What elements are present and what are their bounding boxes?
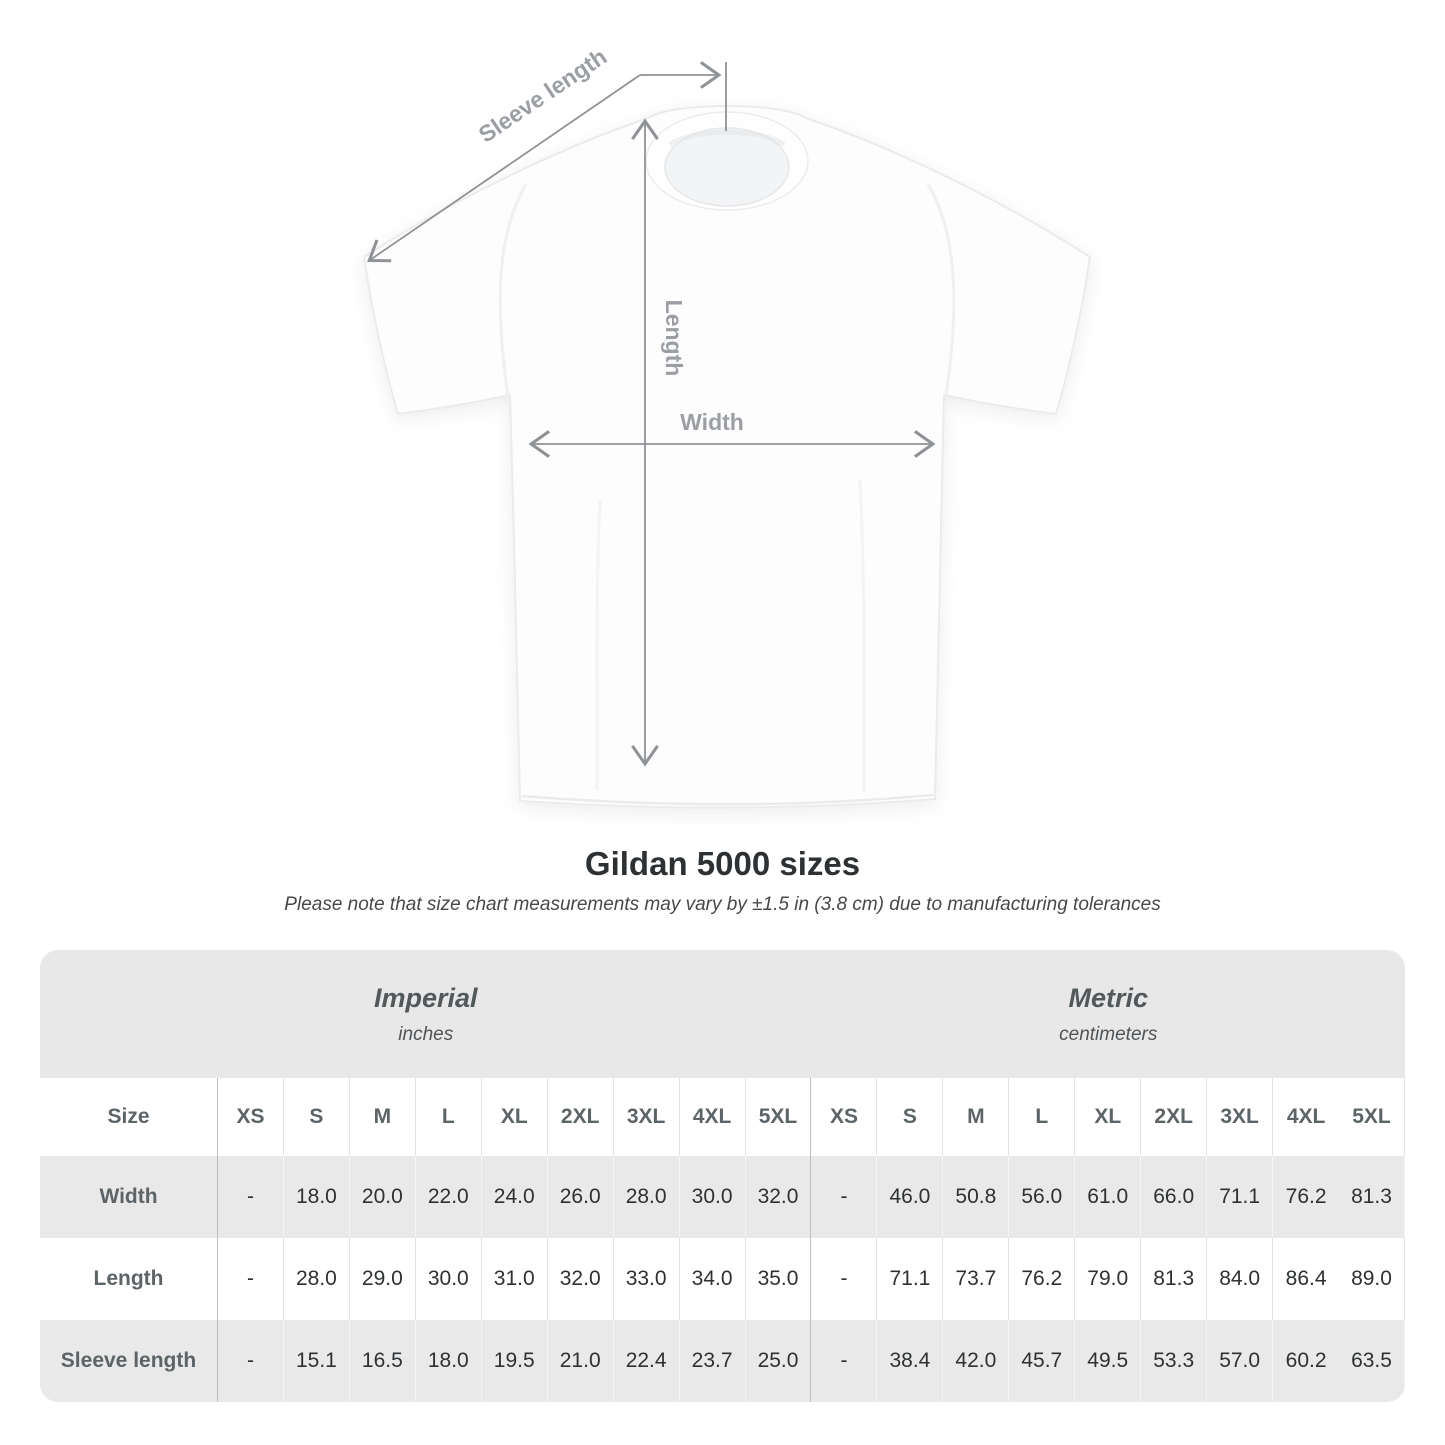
table-cell-metric: 60.2: [1273, 1320, 1339, 1402]
table-cell-metric: 42.0: [943, 1320, 1009, 1402]
table-cell-imperial: 24.0: [482, 1156, 548, 1238]
table-cell-imperial: -: [218, 1156, 284, 1238]
table-cell-metric: 81.3: [1339, 1156, 1405, 1238]
row-label: Length: [40, 1238, 218, 1320]
tolerance-note: Please note that size chart measurements may vary by ±1.5 in (3.8 cm) due to manufacturing tolerances: [284, 894, 1161, 915]
table-cell-imperial: 31.0: [482, 1238, 548, 1320]
table-cell-imperial: 30.0: [416, 1238, 482, 1320]
table-cell-metric: -: [811, 1320, 877, 1402]
table-cell-metric: 50.8: [943, 1156, 1009, 1238]
size-header-imperial: XL: [482, 1078, 548, 1156]
imperial-unit: inches: [398, 1023, 454, 1045]
page-title: Gildan 5000 sizes: [584, 845, 861, 882]
table-cell-metric: 73.7: [943, 1238, 1009, 1320]
size-header-imperial: L: [416, 1078, 482, 1156]
size-header-imperial: S: [284, 1078, 350, 1156]
size-header-imperial: 3XL: [614, 1078, 680, 1156]
table-cell-metric: 56.0: [1009, 1156, 1075, 1238]
sleeve-length-label: Sleeve length: [473, 43, 612, 148]
metric-unit: centimeters: [1059, 1023, 1158, 1045]
size-header-imperial: 5XL: [746, 1078, 812, 1156]
size-header-metric: XL: [1075, 1078, 1141, 1156]
table-cell-imperial: 19.5: [482, 1320, 548, 1402]
table-cell-imperial: 16.5: [350, 1320, 416, 1402]
size-header-metric: 2XL: [1141, 1078, 1207, 1156]
table-cell-imperial: 29.0: [350, 1238, 416, 1320]
table-cell-metric: 38.4: [877, 1320, 943, 1402]
metric-title: Metric: [1068, 982, 1149, 1013]
table-cell-metric: 89.0: [1339, 1238, 1405, 1320]
table-cell-imperial: 22.0: [416, 1156, 482, 1238]
table-cell-metric: 76.2: [1273, 1156, 1339, 1238]
table-cell-metric: 86.4: [1273, 1238, 1339, 1320]
table-cell-imperial: 33.0: [614, 1238, 680, 1320]
size-header-metric: 5XL: [1339, 1078, 1405, 1156]
size-header-imperial: M: [350, 1078, 416, 1156]
size-column-header: Size: [40, 1078, 218, 1156]
table-cell-metric: 79.0: [1075, 1238, 1141, 1320]
table-cell-imperial: 32.0: [548, 1238, 614, 1320]
table-cell-imperial: 21.0: [548, 1320, 614, 1402]
table-cell-metric: 61.0: [1075, 1156, 1141, 1238]
width-label: Width: [680, 409, 744, 435]
table-cell-imperial: 32.0: [746, 1156, 812, 1238]
size-header-imperial: 4XL: [680, 1078, 746, 1156]
table-cell-imperial: 35.0: [746, 1238, 812, 1320]
table-cell-metric: 45.7: [1009, 1320, 1075, 1402]
table-cell-imperial: 26.0: [548, 1156, 614, 1238]
table-cell-imperial: 28.0: [614, 1156, 680, 1238]
imperial-title: Imperial: [373, 982, 478, 1013]
table-cell-metric: 71.1: [877, 1238, 943, 1320]
row-label: Width: [40, 1156, 218, 1238]
table-cell-metric: 63.5: [1339, 1320, 1405, 1402]
table-cell-imperial: -: [218, 1238, 284, 1320]
table-cell-metric: 46.0: [877, 1156, 943, 1238]
table-cell-imperial: 25.0: [746, 1320, 812, 1402]
table-cell-metric: 71.1: [1207, 1156, 1273, 1238]
table-cell-metric: 57.0: [1207, 1320, 1273, 1402]
table-cell-imperial: -: [218, 1320, 284, 1402]
table-cell-metric: 53.3: [1141, 1320, 1207, 1402]
table-cell-imperial: 28.0: [284, 1238, 350, 1320]
table-cell-metric: 84.0: [1207, 1238, 1273, 1320]
table-cell-imperial: 18.0: [284, 1156, 350, 1238]
table-cell-imperial: 20.0: [350, 1156, 416, 1238]
size-table: [40, 950, 1405, 1402]
size-header-imperial: XS: [218, 1078, 284, 1156]
table-cell-imperial: 18.0: [416, 1320, 482, 1402]
tshirt-shape: [364, 106, 1090, 808]
size-table-grid: [40, 1078, 1405, 1402]
table-cell-metric: 76.2: [1009, 1238, 1075, 1320]
size-header-metric: 3XL: [1207, 1078, 1273, 1156]
metric-header: [812, 950, 1406, 1078]
size-header-metric: L: [1009, 1078, 1075, 1156]
table-cell-metric: -: [811, 1156, 877, 1238]
imperial-header: [40, 950, 812, 1078]
table-cell-metric: 81.3: [1141, 1238, 1207, 1320]
size-header-imperial: 2XL: [548, 1078, 614, 1156]
table-cell-imperial: 30.0: [680, 1156, 746, 1238]
size-header-metric: M: [943, 1078, 1009, 1156]
size-header-metric: 4XL: [1273, 1078, 1339, 1156]
table-cell-imperial: 23.7: [680, 1320, 746, 1402]
table-cell-imperial: 15.1: [284, 1320, 350, 1402]
table-cell-imperial: 22.4: [614, 1320, 680, 1402]
unit-header-band: [40, 950, 1405, 1078]
length-label: Length: [661, 299, 687, 377]
table-cell-metric: -: [811, 1238, 877, 1320]
size-header-metric: XS: [811, 1078, 877, 1156]
table-cell-imperial: 34.0: [680, 1238, 746, 1320]
table-cell-metric: 49.5: [1075, 1320, 1141, 1402]
table-cell-metric: 66.0: [1141, 1156, 1207, 1238]
row-label: Sleeve length: [40, 1320, 218, 1402]
size-header-metric: S: [877, 1078, 943, 1156]
